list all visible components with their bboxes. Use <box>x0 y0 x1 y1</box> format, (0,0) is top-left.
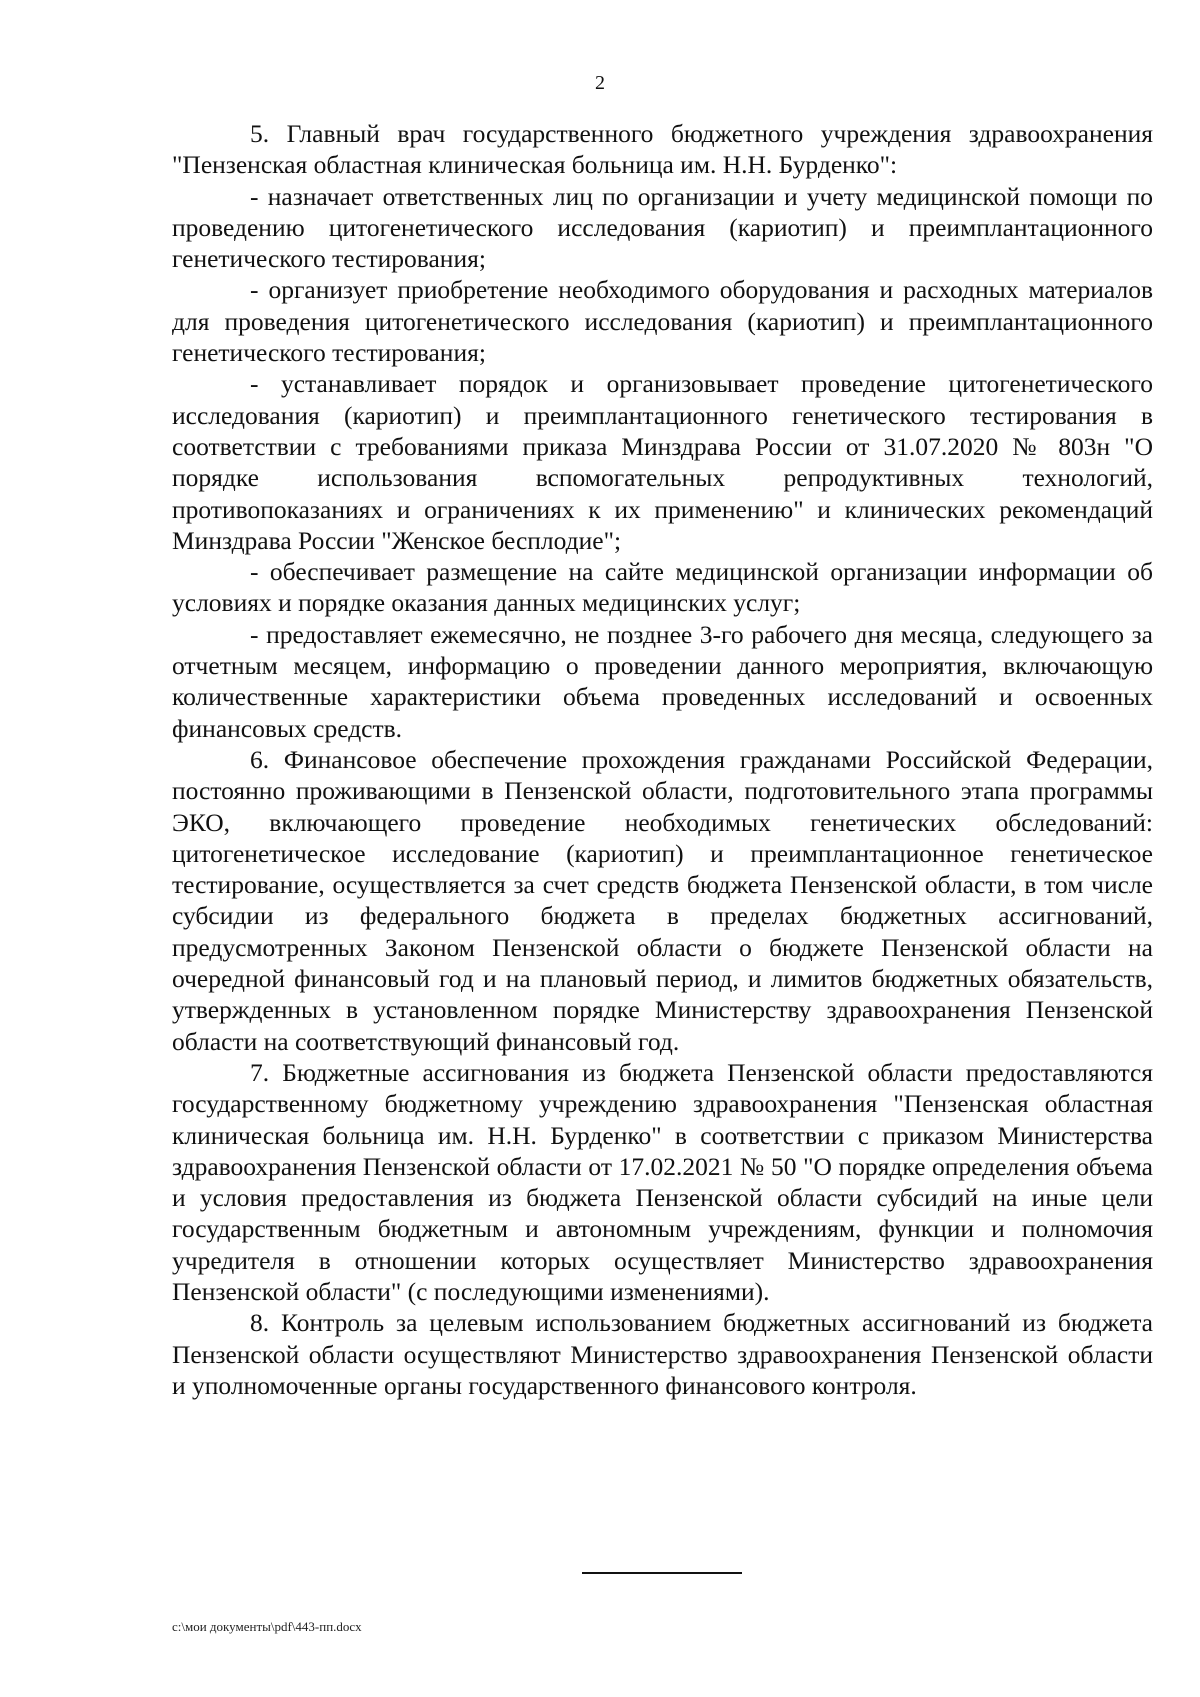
page-number: 2 <box>595 72 605 94</box>
paragraph-6: 6. Финансовое обеспечение прохождения гражданами Российской Федерации, постоянно проживающими в Пензенской области, подготовительного этапа программы ЭКО, включающего проведение необходимых генетических обследований: цитогенетическое исследование (кариотип) и преимплантационное генетическое тестирование, осуществляется за счет средств бюджета Пензенской области, в том числе субсидии из федерального бюджета в пределах бюджетных ассигнований, предусмотренных Законом Пензенской области о бюджете Пензенской области на очередной финансовый год и на плановый период, и лимитов бюджетных обязательств, утвержденных в установленном порядке Министерству здравоохранения Пензенской области на соответствующий финансовый год. <box>172 744 1153 1056</box>
paragraph-5-item-2: - организует приобретение необходимого оборудования и расходных материалов для проведения цитогенетического исследования (кариотип) и преимплантационного генетического тестирования; <box>172 275 1153 368</box>
paragraph-5-item-1: - назначает ответственных лиц по организации и учету медицинской помощи по проведению цитогенетического исследования (кариотип) и преимплантационного генетического тестирования; <box>172 181 1153 274</box>
paragraph-5-item-5: - предоставляет ежемесячно, не позднее 3-го рабочего дня месяца, следующего за отчетным месяцем, информацию о проведении данного мероприятия, включающую количественные характеристики объема проведенных исследований и освоенных финансовых средств. <box>172 619 1153 743</box>
paragraph-5-item-3: - устанавливает порядок и организовывает проведение цитогенетического исследования (кариотип) и преимплантационного генетического тестирования в соответствии с требованиями приказа Минздрава России от 31.07.2020 № 803н "О порядке использования вспомогательных репродуктивных технологий, противопоказаниях и ограничениях к их применению" и клинических рекомендаций Минздрава России "Женское бесплодие"; <box>172 369 1153 555</box>
footer-file-path: c:\мои документы\pdf\443-пп.docx <box>172 1619 362 1634</box>
paragraph-5: 5. Главный врач государственного бюджетного учреждения здравоохранения "Пензенская областная клиническая больница им. Н.Н. Бурденко": <box>172 119 1153 180</box>
paragraph-7: 7. Бюджетные ассигнования из бюджета Пензенской области предоставляются государственному бюджетному учреждению здравоохранения "Пензенская областная клиническая больница им. Н.Н. Бурденко" в соответствии с приказом Министерства здравоохранения Пензенской области от 17.02.2021 № 50 "О порядке определения объема и условия предоставления из бюджета Пензенской области субсидий на иные цели государственным бюджетным и автономным учреждениям, функции и полномочия учредителя в отношении которых осуществляет Министерство здравоохранения Пензенской области" (с последующими изменениями). <box>172 1057 1153 1306</box>
paragraph-8: 8. Контроль за целевым использованием бюджетных ассигнований из бюджета Пензенской области осуществляют Министерство здравоохранения Пензенской области и уполномоченные органы государственного финансового контроля. <box>172 1308 1153 1400</box>
document-body <box>172 118 1153 1401</box>
paragraph-5-item-4: - обеспечивает размещение на сайте медицинской организации информации об условиях и порядке оказания данных медицинских услуг; <box>172 557 1153 618</box>
end-separator-line <box>582 1572 742 1574</box>
